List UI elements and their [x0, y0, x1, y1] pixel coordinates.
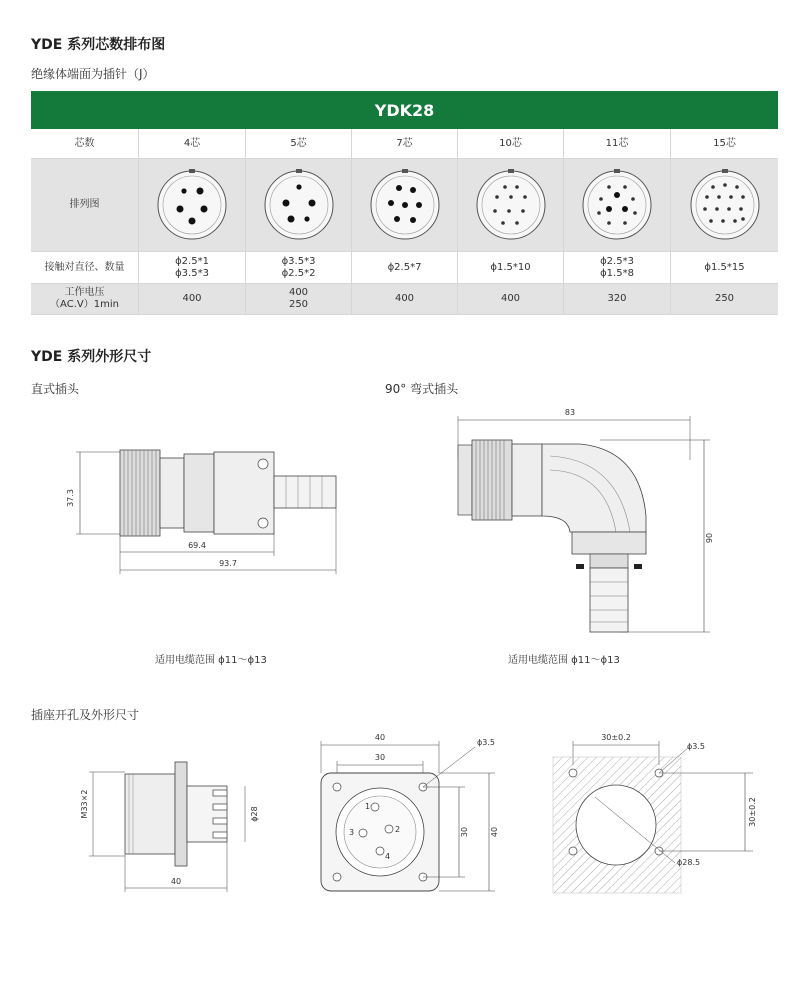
pin-diagram-10 — [457, 159, 563, 251]
table-header-row — [31, 129, 778, 159]
contact-value — [245, 252, 351, 283]
contact-value — [138, 252, 245, 283]
dim-outer-width: 40 — [374, 733, 386, 742]
pin-diagram-4 — [138, 159, 245, 251]
col-header: 7芯 — [351, 129, 457, 158]
dim-length-2: 93.7 — [219, 559, 237, 568]
dim-length: 40 — [170, 877, 182, 886]
dim-height: 90 — [705, 532, 714, 544]
col-header: 10芯 — [457, 129, 563, 158]
voltage-line: 250 — [288, 299, 309, 310]
straight-plug-label: 直式插头 — [31, 382, 80, 396]
voltage-line: 250 — [714, 293, 735, 304]
panel-cutout-drawing — [535, 725, 775, 900]
dim-length-1: 69.4 — [188, 541, 206, 550]
section1-subtitle: 绝缘体端面为插针（J） — [31, 67, 155, 81]
contact-value — [670, 252, 778, 283]
dim-inner-height: 30 — [460, 826, 469, 838]
pin-diagram-15 — [670, 159, 778, 251]
contact-line: ϕ1.5*8 — [600, 267, 634, 279]
dim-hole: ϕ3.5 — [687, 742, 705, 751]
contact-line: ϕ2.5*3 — [600, 255, 634, 267]
contact-value — [351, 252, 457, 283]
pin-diagram-5 — [245, 159, 351, 251]
dim-pitch: 30±0.2 — [601, 733, 631, 742]
elbow-cable-range: 适用电缆范围 ϕ11～ϕ13 — [508, 655, 620, 666]
socket-side-drawing — [75, 760, 265, 900]
voltage-line: 400 — [288, 287, 309, 298]
straight-plug-drawing — [60, 430, 360, 590]
voltage-line: 320 — [607, 293, 627, 304]
pin-number: 4 — [385, 852, 391, 861]
dim-thread: M33×2 — [80, 789, 89, 819]
voltage-label-line: 工作电压 — [64, 287, 105, 298]
pin-diagram-7 — [351, 159, 457, 251]
voltage-label-line: （AC.V）1min — [50, 299, 119, 310]
voltage-line: 400 — [182, 293, 202, 304]
pin-number: 3 — [349, 828, 355, 837]
col-header: 11芯 — [563, 129, 670, 158]
dim-inner-width: 30 — [374, 753, 386, 762]
section3-title: 插座开孔及外形尺寸 — [31, 708, 140, 722]
voltage-value — [351, 284, 457, 314]
table-model-band: YDK28 — [31, 91, 778, 129]
socket-front-drawing — [305, 725, 515, 900]
pin-number: 2 — [395, 825, 401, 834]
voltage-line: 400 — [500, 293, 521, 304]
voltage-value — [457, 284, 563, 314]
diagram-label: 排列图 — [69, 199, 100, 210]
voltage-value — [245, 284, 351, 314]
contact-label: 接触对直径、数量 — [44, 261, 125, 273]
elbow-plug-drawing — [440, 400, 730, 650]
col-header: 5芯 — [245, 129, 351, 158]
contact-line: ϕ2.5*2 — [281, 267, 316, 279]
contact-line: ϕ2.5*7 — [387, 261, 422, 273]
dim-diameter: ϕ28 — [250, 806, 259, 822]
dim-height: 37.3 — [66, 489, 75, 507]
contact-value — [563, 252, 670, 283]
table-diagram-row — [31, 159, 778, 252]
pin-number: 1 — [365, 802, 371, 811]
voltage-value — [138, 284, 245, 314]
elbow-plug-label: 90° 弯式插头 — [385, 382, 459, 396]
table-voltage-row — [31, 284, 778, 315]
contact-line: ϕ3.5*3 — [281, 255, 316, 267]
contact-line: ϕ3.5*3 — [175, 267, 209, 279]
contact-line: ϕ2.5*1 — [175, 255, 209, 267]
contact-line: ϕ1.5*10 — [490, 261, 531, 273]
dim-bore: ϕ28.5 — [677, 858, 701, 867]
voltage-value — [670, 284, 778, 314]
dim-v-pitch: 30±0.2 — [748, 797, 757, 827]
straight-cable-range: 适用电缆范围 ϕ11～ϕ13 — [155, 655, 267, 666]
contact-value — [457, 252, 563, 283]
section1-title: YDE 系列芯数排布图 — [31, 37, 166, 53]
contact-line: ϕ1.5*15 — [704, 261, 745, 273]
col-header: 15芯 — [670, 129, 778, 158]
col-header: 4芯 — [138, 129, 245, 158]
pin-layout-table — [31, 91, 778, 315]
header-label: 芯数 — [74, 137, 95, 149]
table-contact-row — [31, 252, 778, 284]
dim-outer-height: 40 — [490, 826, 499, 838]
voltage-label — [31, 284, 138, 314]
dim-hole: ϕ3.5 — [477, 738, 495, 747]
dim-width: 83 — [564, 408, 576, 417]
voltage-value — [563, 284, 670, 314]
pin-diagram-11 — [563, 159, 670, 251]
voltage-line: 400 — [394, 293, 415, 304]
section2-title: YDE 系列外形尺寸 — [31, 349, 152, 365]
